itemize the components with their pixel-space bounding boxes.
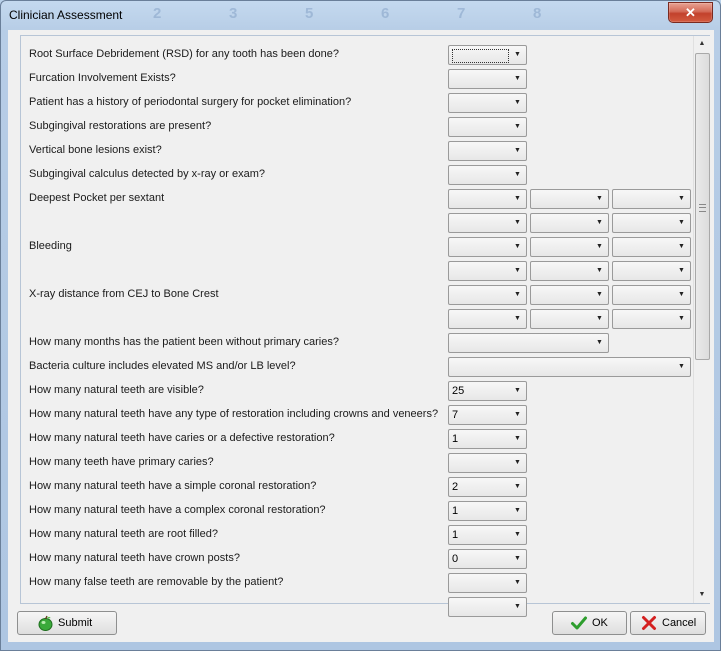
answer-dropdown[interactable] (530, 261, 609, 281)
cancel-button-label: Cancel (662, 617, 697, 629)
dropdown-value: 1 (452, 433, 459, 445)
answer-dropdown[interactable] (448, 69, 527, 89)
chevron-down-icon[interactable]: ▼ (514, 75, 521, 82)
answer-dropdown[interactable] (448, 453, 527, 473)
question-row (21, 428, 691, 452)
chevron-down-icon[interactable]: ▼ (514, 171, 521, 178)
question-row (21, 548, 691, 572)
answer-dropdown[interactable] (448, 381, 527, 401)
answer-dropdown[interactable] (612, 213, 691, 233)
question-label: Deepest Pocket per sextant (29, 192, 165, 204)
questions-scroll-panel[interactable] (20, 35, 710, 610)
chevron-down-icon[interactable]: ▼ (514, 243, 521, 250)
question-label: X-ray distance from CEJ to Bone Crest (29, 288, 219, 300)
submit-button-label: Submit (58, 617, 93, 629)
question-row (21, 332, 691, 356)
question-row (21, 236, 691, 260)
chevron-down-icon[interactable]: ▼ (514, 219, 521, 226)
question-label: Subgingival calculus detected by x-ray or exam? (29, 168, 266, 180)
answer-dropdown[interactable] (448, 93, 527, 113)
question-row (21, 452, 691, 476)
question-label: How many natural teeth are root filled? (29, 528, 218, 540)
vertical-scrollbar[interactable] (693, 36, 710, 603)
answer-dropdown[interactable] (448, 309, 527, 329)
question-row (21, 524, 691, 548)
answer-dropdown[interactable] (448, 597, 527, 617)
chevron-down-icon[interactable]: ▼ (678, 291, 685, 298)
chevron-down-icon[interactable]: ▼ (596, 243, 603, 250)
question-label: How many months has the patient been without primary caries? (29, 336, 339, 348)
question-label: How many false teeth are removable by the patient? (29, 576, 284, 588)
watermark-digit: 7 (457, 5, 466, 22)
question-row (21, 44, 691, 68)
question-row (21, 284, 691, 308)
answer-dropdown[interactable] (448, 501, 527, 521)
cancel-button[interactable] (630, 611, 706, 635)
answer-dropdown[interactable] (612, 261, 691, 281)
chevron-down-icon[interactable]: ▼ (514, 459, 521, 466)
answer-dropdown[interactable] (530, 285, 609, 305)
answer-dropdown[interactable] (448, 549, 527, 569)
question-row (21, 212, 691, 236)
answer-dropdown[interactable] (448, 189, 527, 209)
chevron-down-icon[interactable]: ▼ (678, 243, 685, 250)
answer-dropdown[interactable] (530, 213, 609, 233)
chevron-down-icon[interactable]: ▼ (596, 267, 603, 274)
dropdown-value: 1 (452, 529, 459, 541)
question-label: How many natural teeth have a simple coronal restoration? (29, 480, 317, 492)
question-row (21, 572, 691, 596)
title-bar[interactable] (1, 1, 720, 29)
question-row (21, 140, 691, 164)
answer-dropdown[interactable] (448, 165, 527, 185)
checkmark-icon (571, 615, 587, 634)
red-x-icon (641, 615, 657, 634)
ok-button-label: OK (592, 617, 608, 629)
answer-dropdown[interactable] (612, 189, 691, 209)
chevron-down-icon[interactable]: ▼ (514, 555, 521, 562)
chevron-down-icon[interactable]: ▼ (514, 603, 521, 610)
close-icon: ✕ (685, 5, 696, 20)
chevron-down-icon[interactable]: ▼ (596, 291, 603, 298)
chevron-down-icon[interactable]: ▼ (514, 99, 521, 106)
chevron-down-icon[interactable]: ▼ (596, 315, 603, 322)
question-row (21, 164, 691, 188)
dropdown-value: 7 (452, 409, 459, 421)
chevron-down-icon[interactable]: ▼ (514, 291, 521, 298)
answer-dropdown[interactable] (448, 525, 527, 545)
chevron-down-icon[interactable]: ▼ (514, 195, 521, 202)
answer-dropdown[interactable] (448, 333, 609, 353)
question-row (21, 380, 691, 404)
answer-dropdown[interactable] (448, 141, 527, 161)
chevron-down-icon[interactable]: ▼ (514, 387, 521, 394)
question-label: Furcation Involvement Exists? (29, 72, 176, 84)
watermark-digit: 8 (533, 5, 542, 22)
chevron-down-icon[interactable]: ▼ (678, 363, 685, 370)
chevron-down-icon[interactable]: ▼ (514, 267, 521, 274)
watermark-digit: 5 (305, 5, 314, 22)
window-title: Clinician Assessment (9, 8, 123, 22)
question-row (21, 68, 691, 92)
chevron-down-icon[interactable]: ▼ (514, 531, 521, 538)
watermark-digit: 2 (153, 5, 162, 22)
answer-dropdown[interactable] (530, 237, 609, 257)
question-label: Bacteria culture includes elevated MS and/or LB level? (29, 360, 296, 372)
answer-dropdown[interactable] (612, 309, 691, 329)
question-row (21, 188, 691, 212)
answer-dropdown[interactable] (448, 117, 527, 137)
answer-dropdown[interactable] (448, 573, 527, 593)
answer-dropdown[interactable] (448, 261, 527, 281)
question-label: Subgingival restorations are present? (29, 120, 212, 132)
question-row (21, 476, 691, 500)
question-row (21, 356, 691, 380)
question-row (21, 260, 691, 284)
dropdown-value: 0 (452, 553, 459, 565)
answer-dropdown[interactable] (448, 213, 527, 233)
focus-indicator (452, 49, 509, 63)
chevron-down-icon[interactable]: ▼ (596, 339, 603, 346)
grip-icon (699, 204, 706, 212)
chevron-down-icon[interactable]: ▼ (678, 267, 685, 274)
question-label: How many natural teeth are visible? (29, 384, 204, 396)
chevron-down-icon[interactable]: ▼ (596, 195, 603, 202)
green-apple-icon (38, 615, 53, 634)
question-label: How many natural teeth have caries or a defective restoration? (29, 432, 335, 444)
question-label: How many teeth have primary caries? (29, 456, 214, 468)
chevron-down-icon[interactable]: ▼ (514, 507, 521, 514)
question-label: Bleeding (29, 240, 72, 252)
chevron-down-icon[interactable]: ▼ (678, 219, 685, 226)
question-label: How many natural teeth have crown posts? (29, 552, 240, 564)
answer-dropdown[interactable] (448, 429, 527, 449)
dropdown-value: 2 (452, 481, 459, 493)
question-label: How many natural teeth have a complex coronal restoration? (29, 504, 326, 516)
scroll-thumb[interactable] (695, 53, 710, 360)
answer-dropdown[interactable] (448, 357, 691, 377)
watermark-digit: 3 (229, 5, 238, 22)
question-label: Patient has a history of periodontal surgery for pocket elimination? (29, 96, 352, 108)
chevron-down-icon[interactable]: ▼ (514, 51, 521, 58)
close-button[interactable] (668, 2, 713, 23)
chevron-down-icon[interactable]: ▼ (678, 195, 685, 202)
answer-dropdown[interactable] (530, 309, 609, 329)
answer-dropdown[interactable] (448, 477, 527, 497)
question-row (21, 116, 691, 140)
dialog-client-area (8, 30, 714, 642)
question-label: How many natural teeth have any type of restoration including crowns and veneers? (29, 408, 439, 420)
question-row (21, 308, 691, 332)
dropdown-value: 1 (452, 505, 459, 517)
answer-dropdown[interactable] (612, 285, 691, 305)
answer-dropdown[interactable] (612, 237, 691, 257)
chevron-down-icon[interactable]: ▼ (678, 315, 685, 322)
answer-dropdown[interactable] (448, 237, 527, 257)
answer-dropdown[interactable] (448, 405, 527, 425)
watermark-digit: 6 (381, 5, 390, 22)
chevron-down-icon[interactable]: ▼ (514, 411, 521, 418)
question-label: Vertical bone lesions exist? (29, 144, 162, 156)
answer-dropdown[interactable] (448, 45, 527, 65)
chevron-down-icon[interactable]: ▼ (514, 315, 521, 322)
chevron-down-icon[interactable]: ▼ (514, 123, 521, 130)
chevron-down-icon[interactable]: ▼ (514, 435, 521, 442)
question-label: Root Surface Debridement (RSD) for any tooth has been done? (29, 48, 340, 60)
scroll-up-icon[interactable]: ▲ (698, 40, 706, 47)
chevron-down-icon[interactable]: ▼ (596, 219, 603, 226)
answer-dropdown[interactable] (530, 189, 609, 209)
chevron-down-icon[interactable]: ▼ (514, 483, 521, 490)
dropdown-value: 25 (452, 385, 465, 397)
chevron-down-icon[interactable]: ▼ (514, 579, 521, 586)
question-row (21, 500, 691, 524)
ok-button[interactable] (552, 611, 627, 635)
submit-button[interactable] (17, 611, 117, 635)
question-row (21, 92, 691, 116)
scroll-down-icon[interactable]: ▼ (698, 591, 706, 598)
answer-dropdown[interactable] (448, 285, 527, 305)
question-row (21, 404, 691, 428)
chevron-down-icon[interactable]: ▼ (514, 147, 521, 154)
